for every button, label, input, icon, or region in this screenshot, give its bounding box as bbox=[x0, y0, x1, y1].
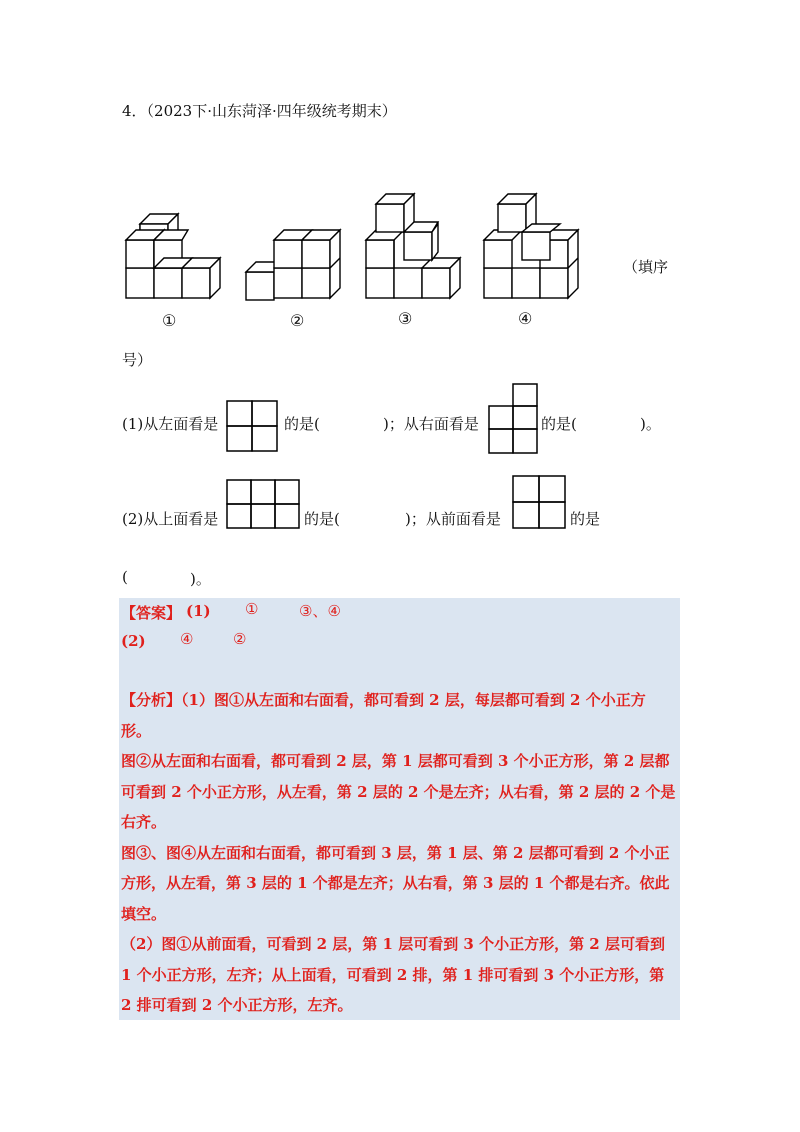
part1-text-c: )；从右面看是 bbox=[383, 415, 479, 433]
part2-text-e: ( bbox=[122, 568, 128, 586]
figure-4 bbox=[484, 194, 578, 298]
question-title: 4．（2023下·山东菏泽·四年级统考期末） bbox=[122, 102, 397, 120]
part2-text-b: 的是( bbox=[304, 510, 340, 528]
answer-line1-prefix: (1) bbox=[186, 602, 211, 620]
figure-1 bbox=[126, 214, 220, 298]
part2-text-a: (2)从上面看是 bbox=[122, 510, 219, 528]
analysis-block bbox=[121, 685, 675, 1021]
part2-text-c: )；从前面看是 bbox=[405, 510, 501, 528]
analysis-line-11: 2 排可看到 2 个小正方形，左齐。 bbox=[121, 996, 353, 1014]
analysis-line-8: 填空。 bbox=[121, 904, 167, 923]
analysis-label: 【分析】 bbox=[121, 691, 182, 709]
right-view-shape bbox=[488, 383, 540, 455]
answer-line1-ans2: ③、④ bbox=[299, 602, 341, 620]
analysis-line-7: 方形，从左看，第 3 层的 1 个都是左齐；从右看，第 3 层的 1 个都是右齐。依此 bbox=[121, 874, 670, 892]
answer-label: 【答案】 bbox=[121, 604, 182, 622]
figure-label-1: ① bbox=[162, 311, 177, 330]
part2-text-d: 的是 bbox=[570, 510, 601, 528]
analysis-line-3: 图②从左面和右面看，都可看到 2 层，第 1 层都可看到 3 个小正方形，第 2 层都 bbox=[121, 752, 670, 770]
fill-note-2: 号） bbox=[122, 351, 153, 369]
analysis-line-1 bbox=[121, 685, 675, 716]
analysis-line-6: 图③、图④从左面和右面看，都可看到 3 层，第 1 层、第 2 层都可看到 2 个小正 bbox=[121, 843, 670, 862]
figure-3 bbox=[366, 194, 460, 298]
figure-2 bbox=[246, 230, 340, 300]
top-view-shape bbox=[226, 479, 300, 529]
analysis-line-2: 形。 bbox=[121, 721, 152, 740]
answer-line2-ans2: ② bbox=[233, 630, 247, 648]
analysis-line-1-text: （1）图①从左面和右面看，都可看到 2 层，每层都可看到 2 个小正方 bbox=[181, 691, 646, 709]
left-view-shape bbox=[226, 400, 278, 452]
front-view-shape bbox=[512, 475, 566, 529]
part1-text-e: )。 bbox=[640, 415, 661, 433]
answer-line2-ans1: ④ bbox=[180, 630, 194, 648]
analysis-line-5: 右齐。 bbox=[121, 813, 167, 831]
analysis-line-9: （2）图①从前面看，可看到 2 层，第 1 层可看到 3 个小正方形，第 2 层可看到 bbox=[121, 935, 665, 953]
figure-label-2: ② bbox=[290, 311, 305, 330]
analysis-line-10: 1 个小正方形，左齐；从上面看，可看到 2 排，第 1 排可看到 3 个小正方形，第 bbox=[121, 965, 665, 984]
answer-line2-prefix: (2) bbox=[121, 632, 146, 650]
figure-label-4: ④ bbox=[518, 309, 533, 328]
answer-line1-ans1: ① bbox=[245, 600, 259, 618]
part1-text-b: 的是( bbox=[284, 415, 320, 433]
part1-text-d: 的是( bbox=[541, 415, 577, 433]
part2-text-f: )。 bbox=[190, 570, 211, 588]
cube-figures bbox=[120, 188, 590, 308]
part1-text-a: (1)从左面看是 bbox=[122, 415, 219, 433]
analysis-line-4: 可看到 2 个小正方形，从左看，第 2 层的 2 个是左齐；从右看，第 2 层的 2 个是 bbox=[121, 782, 676, 801]
figure-label-3: ③ bbox=[398, 309, 413, 328]
fill-note-1: （填序 bbox=[623, 258, 669, 276]
